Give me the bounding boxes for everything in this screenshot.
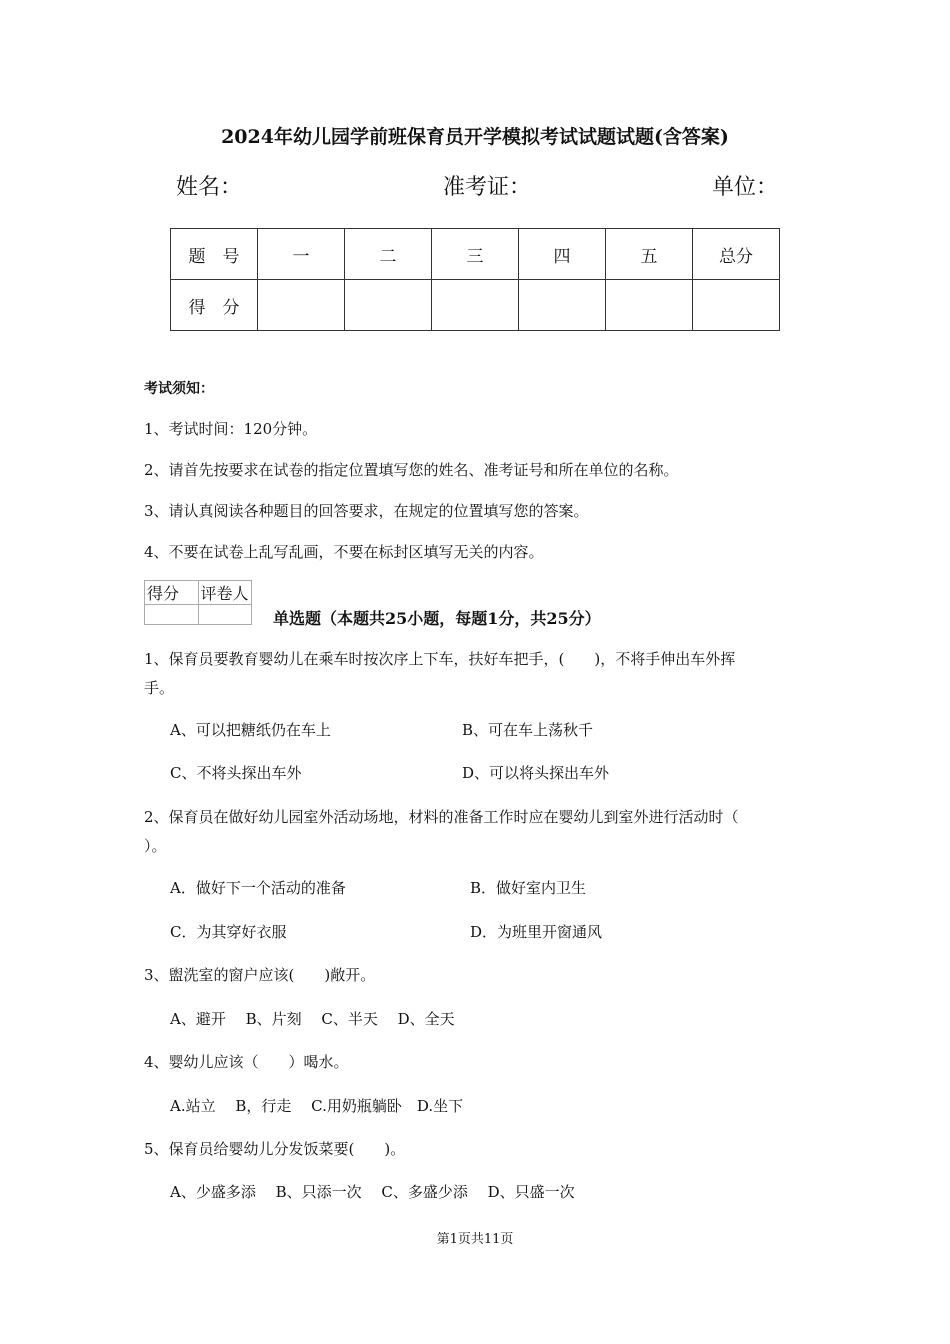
score-table-cell [432,280,519,331]
question-text: 2、保育员在做好幼儿园室外活动场地，材料的准备工作时应在婴幼儿到室外进行活动时（ [144,808,739,826]
score-table-cell: 二 [345,229,432,280]
score-table-cell: 总分 [693,229,780,280]
grader-box [144,580,252,625]
page-footer: 第1页共11页 [436,1232,514,1247]
options-line: A.站立 B，行走 C.用奶瓶躺卧 D.坐下 [170,1097,464,1115]
section-title: 单选题（本题共25小题，每题1分，共25分） [273,609,601,628]
notice-item: 4、不要在试卷上乱写乱画，不要在标封区填写无关的内容。 [144,543,544,561]
options-line: A、少盛多添 B、只添一次 C、多盛少添 D、只盛一次 [170,1183,575,1201]
question-text: 5、保育员给婴幼儿分发饭菜要( )。 [144,1140,406,1158]
unit-field-label: 单位： [712,175,779,200]
question-text: 3、盥洗室的窗户应该( )敞开。 [144,966,376,984]
grader-box-score-label: 得分 [145,581,199,605]
option-b: B、可在车上荡秋千 [462,721,594,739]
option-d: D、可以将头探出车外 [462,764,610,782]
grader-box-grader-label: 评卷人 [198,581,252,605]
score-table-cell [693,280,780,331]
score-table-cell [258,280,345,331]
score-table-cell [519,280,606,331]
option-a: A、可以把糖纸仍在车上 [170,721,331,739]
notice-item: 1、考试时间：120分钟。 [144,420,318,438]
exam-number-field-label: 准考证： [443,175,532,200]
name-field-label: 姓名： [176,175,243,200]
score-table-cell [606,280,693,331]
question-text-continued: 手。 [144,679,175,697]
score-table-cell: 三 [432,229,519,280]
score-table-header-row [171,229,780,280]
notice-title: 考试须知： [144,381,214,397]
score-table-score-row [171,280,780,331]
option-a: A．做好下一个活动的准备 [170,879,346,897]
option-c: C．为其穿好衣服 [170,923,287,941]
score-table [170,228,780,331]
options-line: A、避开 B、片刻 C、半天 D、全天 [170,1010,455,1028]
option-b: B．做好室内卫生 [470,879,587,897]
option-d: D．为班里开窗通风 [470,923,603,941]
score-table-cell: 得 分 [171,280,258,331]
page-title: 2024年幼儿园学前班保育员开学模拟考试试题试题(含答案) [221,126,729,148]
question-text-continued: ）。 [144,837,167,855]
notice-item: 3、请认真阅读各种题目的回答要求，在规定的位置填写您的答案。 [144,502,589,520]
question-text: 4、婴幼儿应该（ ）喝水。 [144,1053,349,1071]
question-text: 1、保育员要教育婴幼儿在乘车时按次序上下车，扶好车把手，( )，不将手伸出车外挥 [144,650,736,668]
grader-box-grader-cell [198,605,252,625]
score-table-cell: 题 号 [171,229,258,280]
notice-item: 2、请首先按要求在试卷的指定位置填写您的姓名、准考证号和所在单位的名称。 [144,461,679,479]
grader-box-score-cell [145,605,199,625]
score-table-cell: 一 [258,229,345,280]
score-table-cell [345,280,432,331]
score-table-cell: 五 [606,229,693,280]
option-c: C、不将头探出车外 [170,764,302,782]
score-table-cell: 四 [519,229,606,280]
